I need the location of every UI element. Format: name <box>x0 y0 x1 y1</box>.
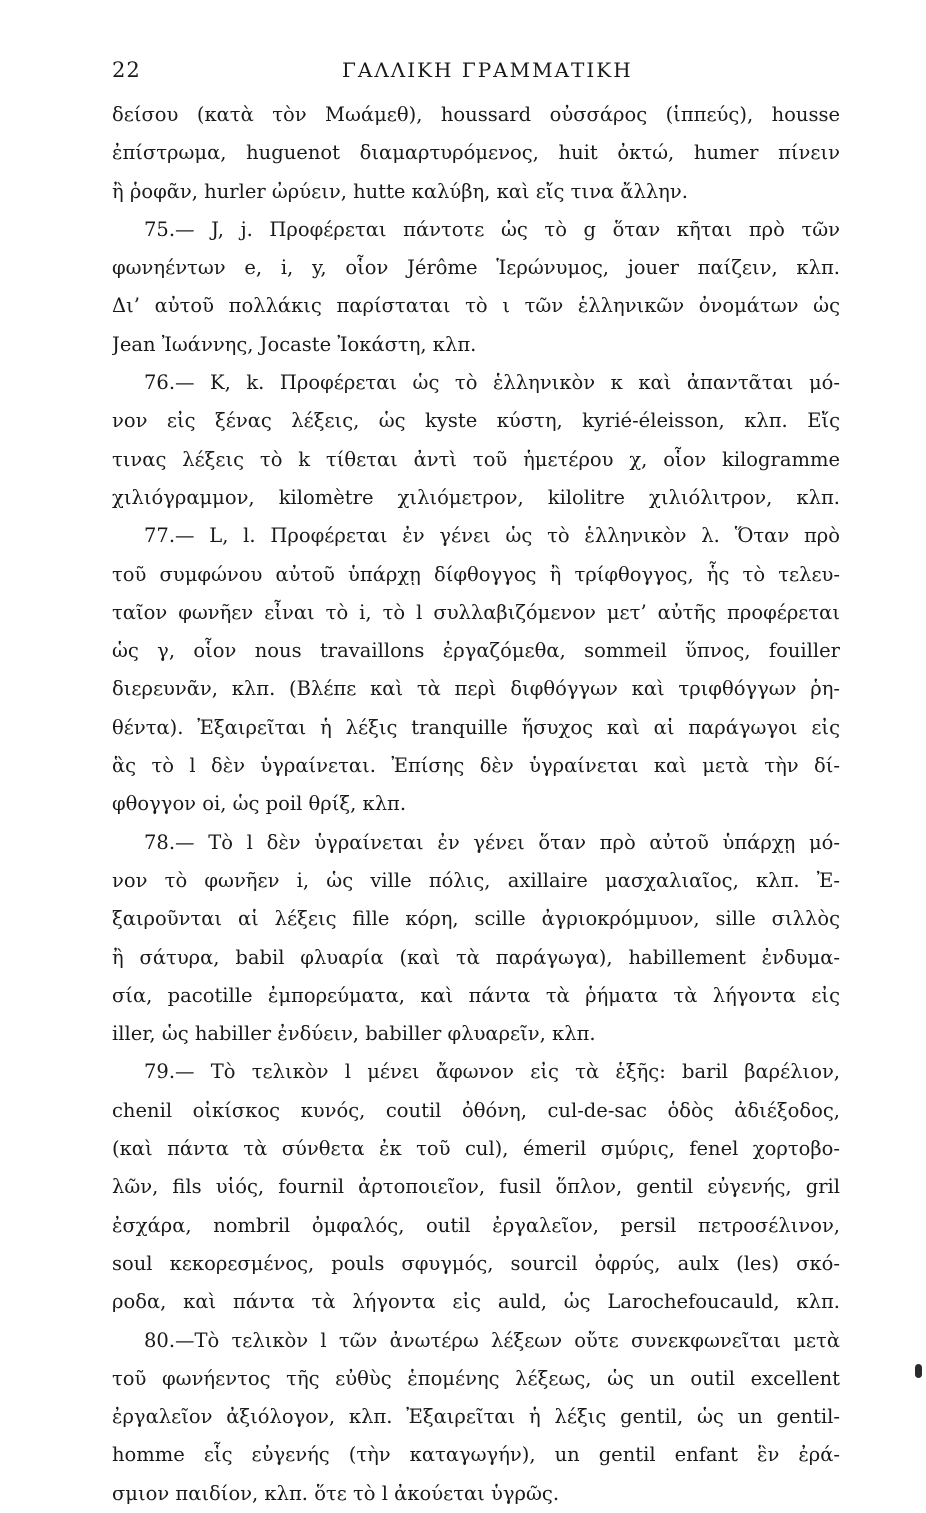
text-line: ροδα, καὶ πάντα τὰ λήγοντα εἰς auld, ὡς Larochefoucauld, κλπ. <box>112 1290 840 1314</box>
text-line: iller, ὡς habiller ἐνδύειν, babiller φλυαρεῖν, κλπ. <box>112 1022 596 1046</box>
text-line: νον εἰς ξένας λέξεις, ὡς kyste κύστη, kyrié-éleisson, κλπ. Εἴς <box>112 409 840 433</box>
text-line: τοῦ συμφώνου αὐτοῦ ὑπάρχῃ δίφθογγος ἢ τρίφθογγος, ἧς τὸ τελευ- <box>112 562 840 586</box>
text-line: Jean Ἰωάννης, Jocaste Ἰοκάστη, κλπ. <box>112 332 477 356</box>
text-line: ἐπίστρωμα, huguenot διαμαρτυρόμενος, huit ὀκτώ, humer πίνειν <box>112 141 840 165</box>
text-line: σία, pacotille ἐμπορεύματα, καὶ πάντα τὰ ῥήματα τὰ λήγοντα εἰς <box>112 983 840 1007</box>
text-line: ἃς τὸ l δὲν ὑγραίνεται. Ἐπίσης δὲν ὑγραίνεται καὶ μετὰ τὴν δί- <box>112 754 840 778</box>
text-line: διερευνᾶν, κλπ. (Βλέπε καὶ τὰ περὶ διφθόγγων καὶ τριφθόγγων ῥη- <box>112 677 840 701</box>
text-line: ταῖον φωνῆεν εἶναι τὸ i, τὸ l συλλαβιζόμενον μετ’ αὐτῆς προφέρεται <box>112 600 840 624</box>
text-line: homme εἷς εὐγενής (τὴν καταγωγήν), un gentil enfant ἓν ἐρά- <box>112 1443 840 1467</box>
text-line: ἢ σάτυρα, babil φλυαρία (καὶ τὰ παράγωγα), habillement ἐνδυμα- <box>112 945 840 969</box>
text-line: δείσου (κατὰ τὸν Μωάμεθ), houssard οὐσσάρος (ἱππεύς), housse <box>112 103 840 126</box>
text-line: ἐργαλεῖον ἀξιόλογον, κλπ. Ἐξαιρεῖται ἡ λέξις gentil, ὡς un gentil- <box>112 1405 840 1429</box>
body-text <box>112 96 840 1513</box>
section-75-start: 75.— J, j. Προφέρεται πάντοτε ὡς τὸ g ὅταν κῆται πρὸ τῶν <box>144 217 840 241</box>
page-header <box>112 58 832 88</box>
text-line: soul κεκορεσμένος, pouls σφυγμός, sourcil ὀφρύς, aulx (les) σκό- <box>112 1251 840 1275</box>
running-title: ΓΑΛΛΙΚΗ ΓΡΑΜΜΑΤΙΚΗ <box>342 58 633 82</box>
text-line: (καὶ πάντα τὰ σύνθετα ἐκ τοῦ cul), émeril σμύρις, fenel χορτοβο- <box>112 1137 840 1161</box>
section-77-start: 77.— L, l. Προφέρεται ἐν γένει ὡς τὸ ἑλληνικὸν λ. Ὅταν πρὸ <box>144 524 840 548</box>
section-78-start: 78.— Τὸ l δὲν ὑγραίνεται ἐν γένει ὅταν πρὸ αὐτοῦ ὑπάρχῃ μό- <box>144 830 840 854</box>
text-line: χιλιόγραμμον, kilomètre χιλιόμετρον, kilolitre χιλιόλιτρον, κλπ. <box>112 485 840 509</box>
text-line: λῶν, fils υἱός, fournil ἀρτοποιεῖον, fusil ὅπλον, gentil εὐγενής, gril <box>112 1175 840 1199</box>
section-76-start: 76.— K, k. Προφέρεται ὡς τὸ ἑλληνικὸν κ καὶ ἀπαντᾶται μό- <box>144 371 840 395</box>
page-number: 22 <box>112 58 141 82</box>
margin-ink-mark <box>915 1364 922 1378</box>
text-line: τινας λέξεις τὸ k τίθεται ἀντὶ τοῦ ἡμετέρου χ, οἷον kilogramme <box>112 447 840 471</box>
text-line: ὡς γ, οἷον nous travaillons ἐργαζόμεθα, sommeil ὕπνος, fouiller <box>112 639 840 663</box>
text-line: ξαιροῦνται αἱ λέξεις fille κόρη, scille ἀγριοκρόμμυον, sille σιλλὸς <box>112 907 840 931</box>
text-line: σμιον παιδίον, κλπ. ὅτε τὸ l ἀκούεται ὑγρῶς. <box>112 1481 560 1505</box>
text-line: ἢ ῥοφᾶν, hurler ὠρύειν, hutte καλύβη, καὶ εἴς τινα ἄλλην. <box>112 179 688 203</box>
section-79-start: 79.— Τὸ τελικὸν l μένει ἄφωνον εἰς τὰ ἑξῆς: baril βαρέλιον, <box>144 1060 840 1084</box>
text-line: νον τὸ φωνῆεν i, ὡς ville πόλις, axillaire μασχαλιαῖος, κλπ. Ἐ- <box>112 868 840 892</box>
section-80-start: 80.—Τὸ τελικὸν l τῶν ἀνωτέρω λέξεων οὔτε συνεκφωνεῖται μετὰ <box>144 1328 840 1352</box>
text-line: θέντα). Ἐξαιρεῖται ἡ λέξις tranquille ἥσυχος καὶ αἱ παράγωγοι εἰς <box>112 715 840 739</box>
text-line: chenil οἰκίσκος κυνός, coutil ὀθόνη, cul-de-sac ὁδὸς ἀδιέξοδος, <box>112 1098 840 1122</box>
text-line: ἐσχάρα, nombril ὀμφαλός, outil ἐργαλεῖον, persil πετροσέλινον, <box>112 1213 840 1237</box>
text-line: φθογγον oi, ὡς poil θρίξ, κλπ. <box>112 792 407 816</box>
text-line: φωνηέντων e, i, y, οἷον Jérôme Ἱερώνυμος, jouer παίζειν, κλπ. <box>112 256 840 280</box>
text-line: τοῦ φωνήεντος τῆς εὐθὺς ἑπομένης λέξεως, ὡς un outil excellent <box>112 1366 840 1390</box>
text-line: Δι’ αὐτοῦ πολλάκις παρίσταται τὸ ι τῶν ἑλληνικῶν ὀνομάτων ὡς <box>112 294 840 318</box>
